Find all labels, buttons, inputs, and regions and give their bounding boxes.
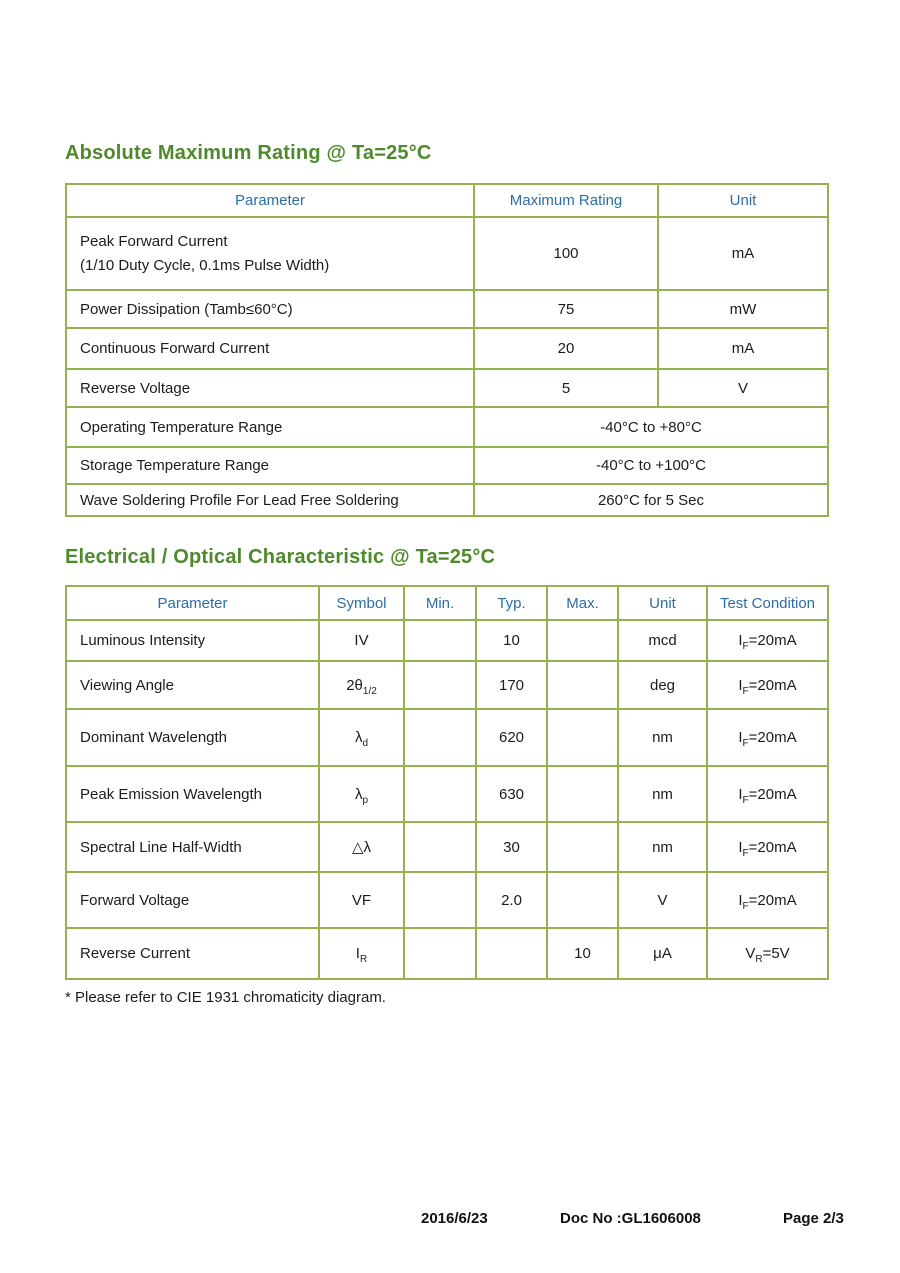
table-row — [66, 447, 828, 484]
col-header-parameter: Parameter — [66, 586, 319, 620]
elec-opt-table — [65, 585, 829, 980]
page-footer — [0, 1210, 900, 1230]
param-cell: Peak Emission Wavelength — [66, 766, 319, 822]
param-cell: Reverse Voltage — [66, 369, 474, 407]
param-cell: Power Dissipation (Tamb≤60°C) — [66, 290, 474, 328]
footer-page-number: Page 2/3 — [783, 1210, 844, 1227]
merged-value-cell: -40°C to +100°C — [474, 447, 828, 484]
cie-note: * Please refer to CIE 1931 chromaticity diagram. — [65, 989, 386, 1006]
max-cell — [547, 822, 618, 872]
param-cell: Luminous Intensity — [66, 620, 319, 661]
merged-value-cell: 260°C for 5 Sec — [474, 484, 828, 516]
param-cell: Operating Temperature Range — [66, 407, 474, 447]
param-text: Peak Forward Current — [80, 232, 228, 250]
unit-cell: V — [658, 369, 828, 407]
param-cell: Wave Soldering Profile For Lead Free Soldering — [66, 484, 474, 516]
abs-max-table — [65, 183, 829, 517]
test-condition-cell: $I_F=20mA$ — [707, 709, 828, 766]
table-row — [66, 328, 828, 369]
merged-value-cell: -40°C to +80°C — [474, 407, 828, 447]
param-cell — [66, 217, 474, 290]
max-cell — [547, 766, 618, 822]
table-row — [66, 620, 828, 661]
symbol-cell: $\lambda_p$ — [319, 766, 404, 822]
unit-cell: mA — [658, 217, 828, 290]
unit-cell: nm — [618, 766, 707, 822]
unit-cell: mcd — [618, 620, 707, 661]
param-cell: Spectral Line Half-Width — [66, 822, 319, 872]
col-header-symbol: Symbol — [319, 586, 404, 620]
param-cell: Reverse Current — [66, 928, 319, 979]
min-cell — [404, 766, 476, 822]
rating-cell: 100 — [474, 217, 658, 290]
max-cell — [547, 709, 618, 766]
symbol-cell: IV — [319, 620, 404, 661]
table-row — [66, 928, 828, 979]
test-condition-cell: $I_F=20mA$ — [707, 766, 828, 822]
table-row — [66, 661, 828, 709]
col-header-test-condition: Test Condition — [707, 586, 828, 620]
rating-cell: 5 — [474, 369, 658, 407]
param-cell: Continuous Forward Current — [66, 328, 474, 369]
table-row — [66, 407, 828, 447]
table-row — [66, 709, 828, 766]
min-cell — [404, 928, 476, 979]
elec-opt-section-title: Electrical / Optical Characteristic @ Ta=25°C — [65, 546, 496, 568]
unit-cell: nm — [618, 822, 707, 872]
test-condition-cell: $I_F=20mA$ — [707, 661, 828, 709]
min-cell — [404, 822, 476, 872]
table-row — [66, 484, 828, 516]
footer-doc-no: Doc No :GL1606008 — [560, 1210, 701, 1227]
param-cell: Dominant Wavelength — [66, 709, 319, 766]
col-header-min: Min. — [404, 586, 476, 620]
col-header-unit: Unit — [618, 586, 707, 620]
abs-max-section-title: Absolute Maximum Rating @ Ta=25°C — [65, 142, 432, 164]
param-cell: Forward Voltage — [66, 872, 319, 928]
typ-cell: 30 — [476, 822, 547, 872]
test-condition-cell: $I_F=20mA$ — [707, 822, 828, 872]
rating-cell: 75 — [474, 290, 658, 328]
table-row — [66, 822, 828, 872]
typ-cell: 630 — [476, 766, 547, 822]
min-cell — [404, 620, 476, 661]
min-cell — [404, 872, 476, 928]
col-header-max: Max. — [547, 586, 618, 620]
symbol-cell: VF — [319, 872, 404, 928]
unit-cell: μA — [618, 928, 707, 979]
param-text-line2: (1/10 Duty Cycle, 0.1ms Pulse Width) — [80, 256, 330, 274]
test-condition-cell: $I_F=20mA$ — [707, 872, 828, 928]
unit-cell: mA — [658, 328, 828, 369]
table-row — [66, 766, 828, 822]
param-cell: Storage Temperature Range — [66, 447, 474, 484]
test-condition-cell: $I_F=20mA$ — [707, 620, 828, 661]
table-row — [66, 217, 828, 290]
min-cell — [404, 709, 476, 766]
symbol-cell: $2\theta_{1/2}$ — [319, 661, 404, 709]
col-header-typ: Typ. — [476, 586, 547, 620]
max-cell — [547, 620, 618, 661]
min-cell — [404, 661, 476, 709]
max-cell — [547, 661, 618, 709]
unit-cell: nm — [618, 709, 707, 766]
unit-cell: mW — [658, 290, 828, 328]
symbol-cell: $I_R$ — [319, 928, 404, 979]
symbol-cell: $\lambda_d$ — [319, 709, 404, 766]
table-row — [66, 290, 828, 328]
col-header-maximum-rating: Maximum Rating — [474, 184, 658, 217]
typ-cell: 620 — [476, 709, 547, 766]
unit-cell: V — [618, 872, 707, 928]
table-row — [66, 369, 828, 407]
table-row — [66, 872, 828, 928]
typ-cell — [476, 928, 547, 979]
typ-cell: 2.0 — [476, 872, 547, 928]
unit-cell: deg — [618, 661, 707, 709]
footer-date: 2016/6/23 — [421, 1210, 488, 1227]
rating-cell: 20 — [474, 328, 658, 369]
test-condition-cell: $V_R=5V$ — [707, 928, 828, 979]
col-header-parameter: Parameter — [66, 184, 474, 217]
max-cell — [547, 872, 618, 928]
typ-cell: 10 — [476, 620, 547, 661]
max-cell: 10 — [547, 928, 618, 979]
col-header-unit: Unit — [658, 184, 828, 217]
table-header-row — [66, 184, 828, 217]
param-cell: Viewing Angle — [66, 661, 319, 709]
symbol-cell: △λ — [319, 822, 404, 872]
table-header-row — [66, 586, 828, 620]
typ-cell: 170 — [476, 661, 547, 709]
